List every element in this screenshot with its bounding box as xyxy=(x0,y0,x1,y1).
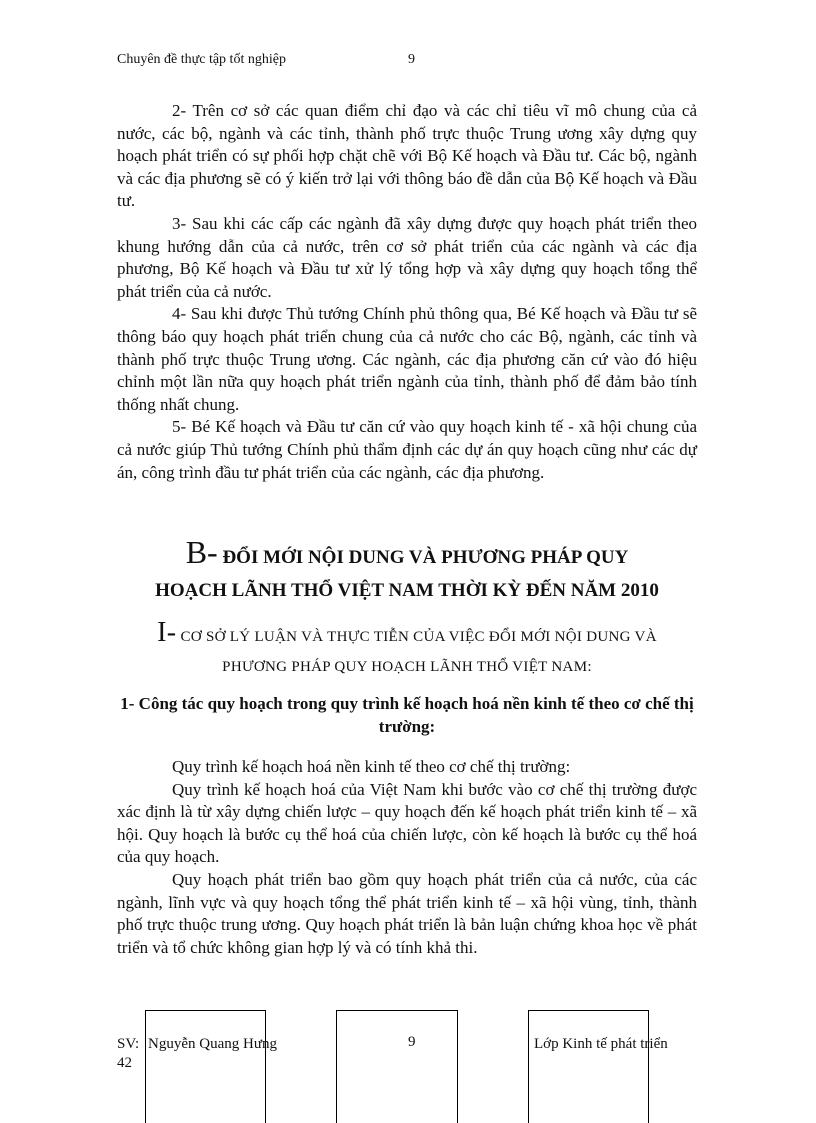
body-top xyxy=(117,100,697,484)
subsection-heading: 1- Công tác quy hoạch trong quy trình kế hoạch hoá nền kinh tế theo cơ chế thị trường: xyxy=(120,694,694,736)
paragraph: 2- Trên cơ sở các quan điểm chỉ đạo và các chỉ tiêu vĩ mô chung của cả nước, các bộ, ngành và các tỉnh, thành phố trực thuộc Trung ương xây dựng quy hoạch phát triển có sự phối hợp chặt chẽ với Bộ Kế hoạch và Đầu tư. Các bộ, ngành và các địa phương sẽ có ý kiến trở lại với thông báo đề dẫn của Bộ Kế hoạch và Đầu tư. xyxy=(117,101,697,211)
footer-class-name: Lớp Kinh tế phát triển xyxy=(534,1036,668,1052)
section-letter: B- xyxy=(185,534,218,570)
paragraph: Quy trình kế hoạch hoá của Việt Nam khi bước vào cơ chế thị trường được xác định là từ xây dựng chiến lược – quy hoạch đến kế hoạch phát triển kinh tế – xã hội. Quy hoạch là bước cụ thể hoá của chiến lược, còn kế hoạch là bước cụ thể hoá của quy hoạch. xyxy=(117,779,697,867)
footer-divider xyxy=(457,1010,458,1123)
footer-divider xyxy=(336,1010,457,1011)
body-bottom xyxy=(117,756,697,959)
section-b-heading xyxy=(117,536,697,607)
footer-divider xyxy=(528,1010,648,1011)
section-b-line2: HOẠCH LÃNH THỔ VIỆT NAM THỜI KỲ ĐẾN NĂM 2010 xyxy=(155,580,659,601)
section-numeral: I- xyxy=(157,617,177,648)
footer-sv-label: SV: xyxy=(117,1036,140,1052)
section-b-line1: ĐỔI MỚI NỘI DUNG VÀ PHƯƠNG PHÁP QUY xyxy=(222,547,629,568)
footer-divider xyxy=(145,1010,146,1123)
footer-divider xyxy=(528,1010,529,1123)
header-page-number: 9 xyxy=(408,52,415,67)
paragraph: 5- Bé Kế hoạch và Đầu tư căn cứ vào quy hoạch kinh tế - xã hội chung của cả nước giúp Thủ tướng Chính phủ thẩm định các dự án quy hoạch cũng như các dự án, công trình đầu tư phát triển của các ngành, các địa phương. xyxy=(117,417,697,482)
footer-divider xyxy=(336,1010,337,1123)
paragraph: 3- Sau khi các cấp các ngành đã xây dựng được quy hoạch phát triển theo khung hướng dẫn của cả nước, trên cơ sở phát triển của các ngành và các địa phương, Bộ Kế hoạch và Đầu tư xử lý tổng hợp và xây dựng quy hoạch tổng thể phát triển của cả nước. xyxy=(117,213,697,301)
footer-student-name: Nguyễn Quang Hưng xyxy=(148,1036,277,1052)
paragraph: Quy hoạch phát triển bao gồm quy hoạch phát triển của cả nước, của các ngành, lĩnh vực và quy hoạch tổng thể phát triển kinh tế – xã hội vùng, tỉnh, thành phố trực thuộc trung ương. Quy hoạch phát triển là bản luận chứng khoa học về phát triển và tổ chức không gian hợp lý và có tính khả thi. xyxy=(117,869,697,957)
section-i-heading xyxy=(117,618,697,682)
paragraph: Quy trình kế hoạch hoá nền kinh tế theo cơ chế thị trường: xyxy=(172,757,571,776)
section-i-line1: CƠ SỞ LÝ LUẬN VÀ THỰC TIỄN CỦA VIỆC ĐỔI MỚI NỘI DUNG VÀ xyxy=(180,629,657,645)
section-i-line2: PHƯƠNG PHÁP QUY HOẠCH LÃNH THỔ VIỆT NAM: xyxy=(222,659,592,675)
footer-class-number: 42 xyxy=(117,1055,132,1071)
footer-page-number: 9 xyxy=(408,1034,416,1050)
footer-divider xyxy=(265,1010,266,1123)
paragraph: 4- Sau khi được Thủ tướng Chính phủ thông qua, Bé Kế hoạch và Đầu tư sẽ thông báo quy hoạch phát triển chung của cả nước cho các Bộ, ngành, các tỉnh và thành phố trực thuộc Trung ương. Các ngành, các địa phương căn cứ vào đó hiệu chỉnh một lần nữa quy hoạch phát triển ngành của tỉnh, thành phố để đảm bảo tính thống nhất chung. xyxy=(117,304,697,414)
footer-divider xyxy=(648,1010,649,1123)
footer-divider xyxy=(145,1010,265,1011)
document-title: Chuyên đề thực tập tốt nghiệp xyxy=(117,52,286,67)
